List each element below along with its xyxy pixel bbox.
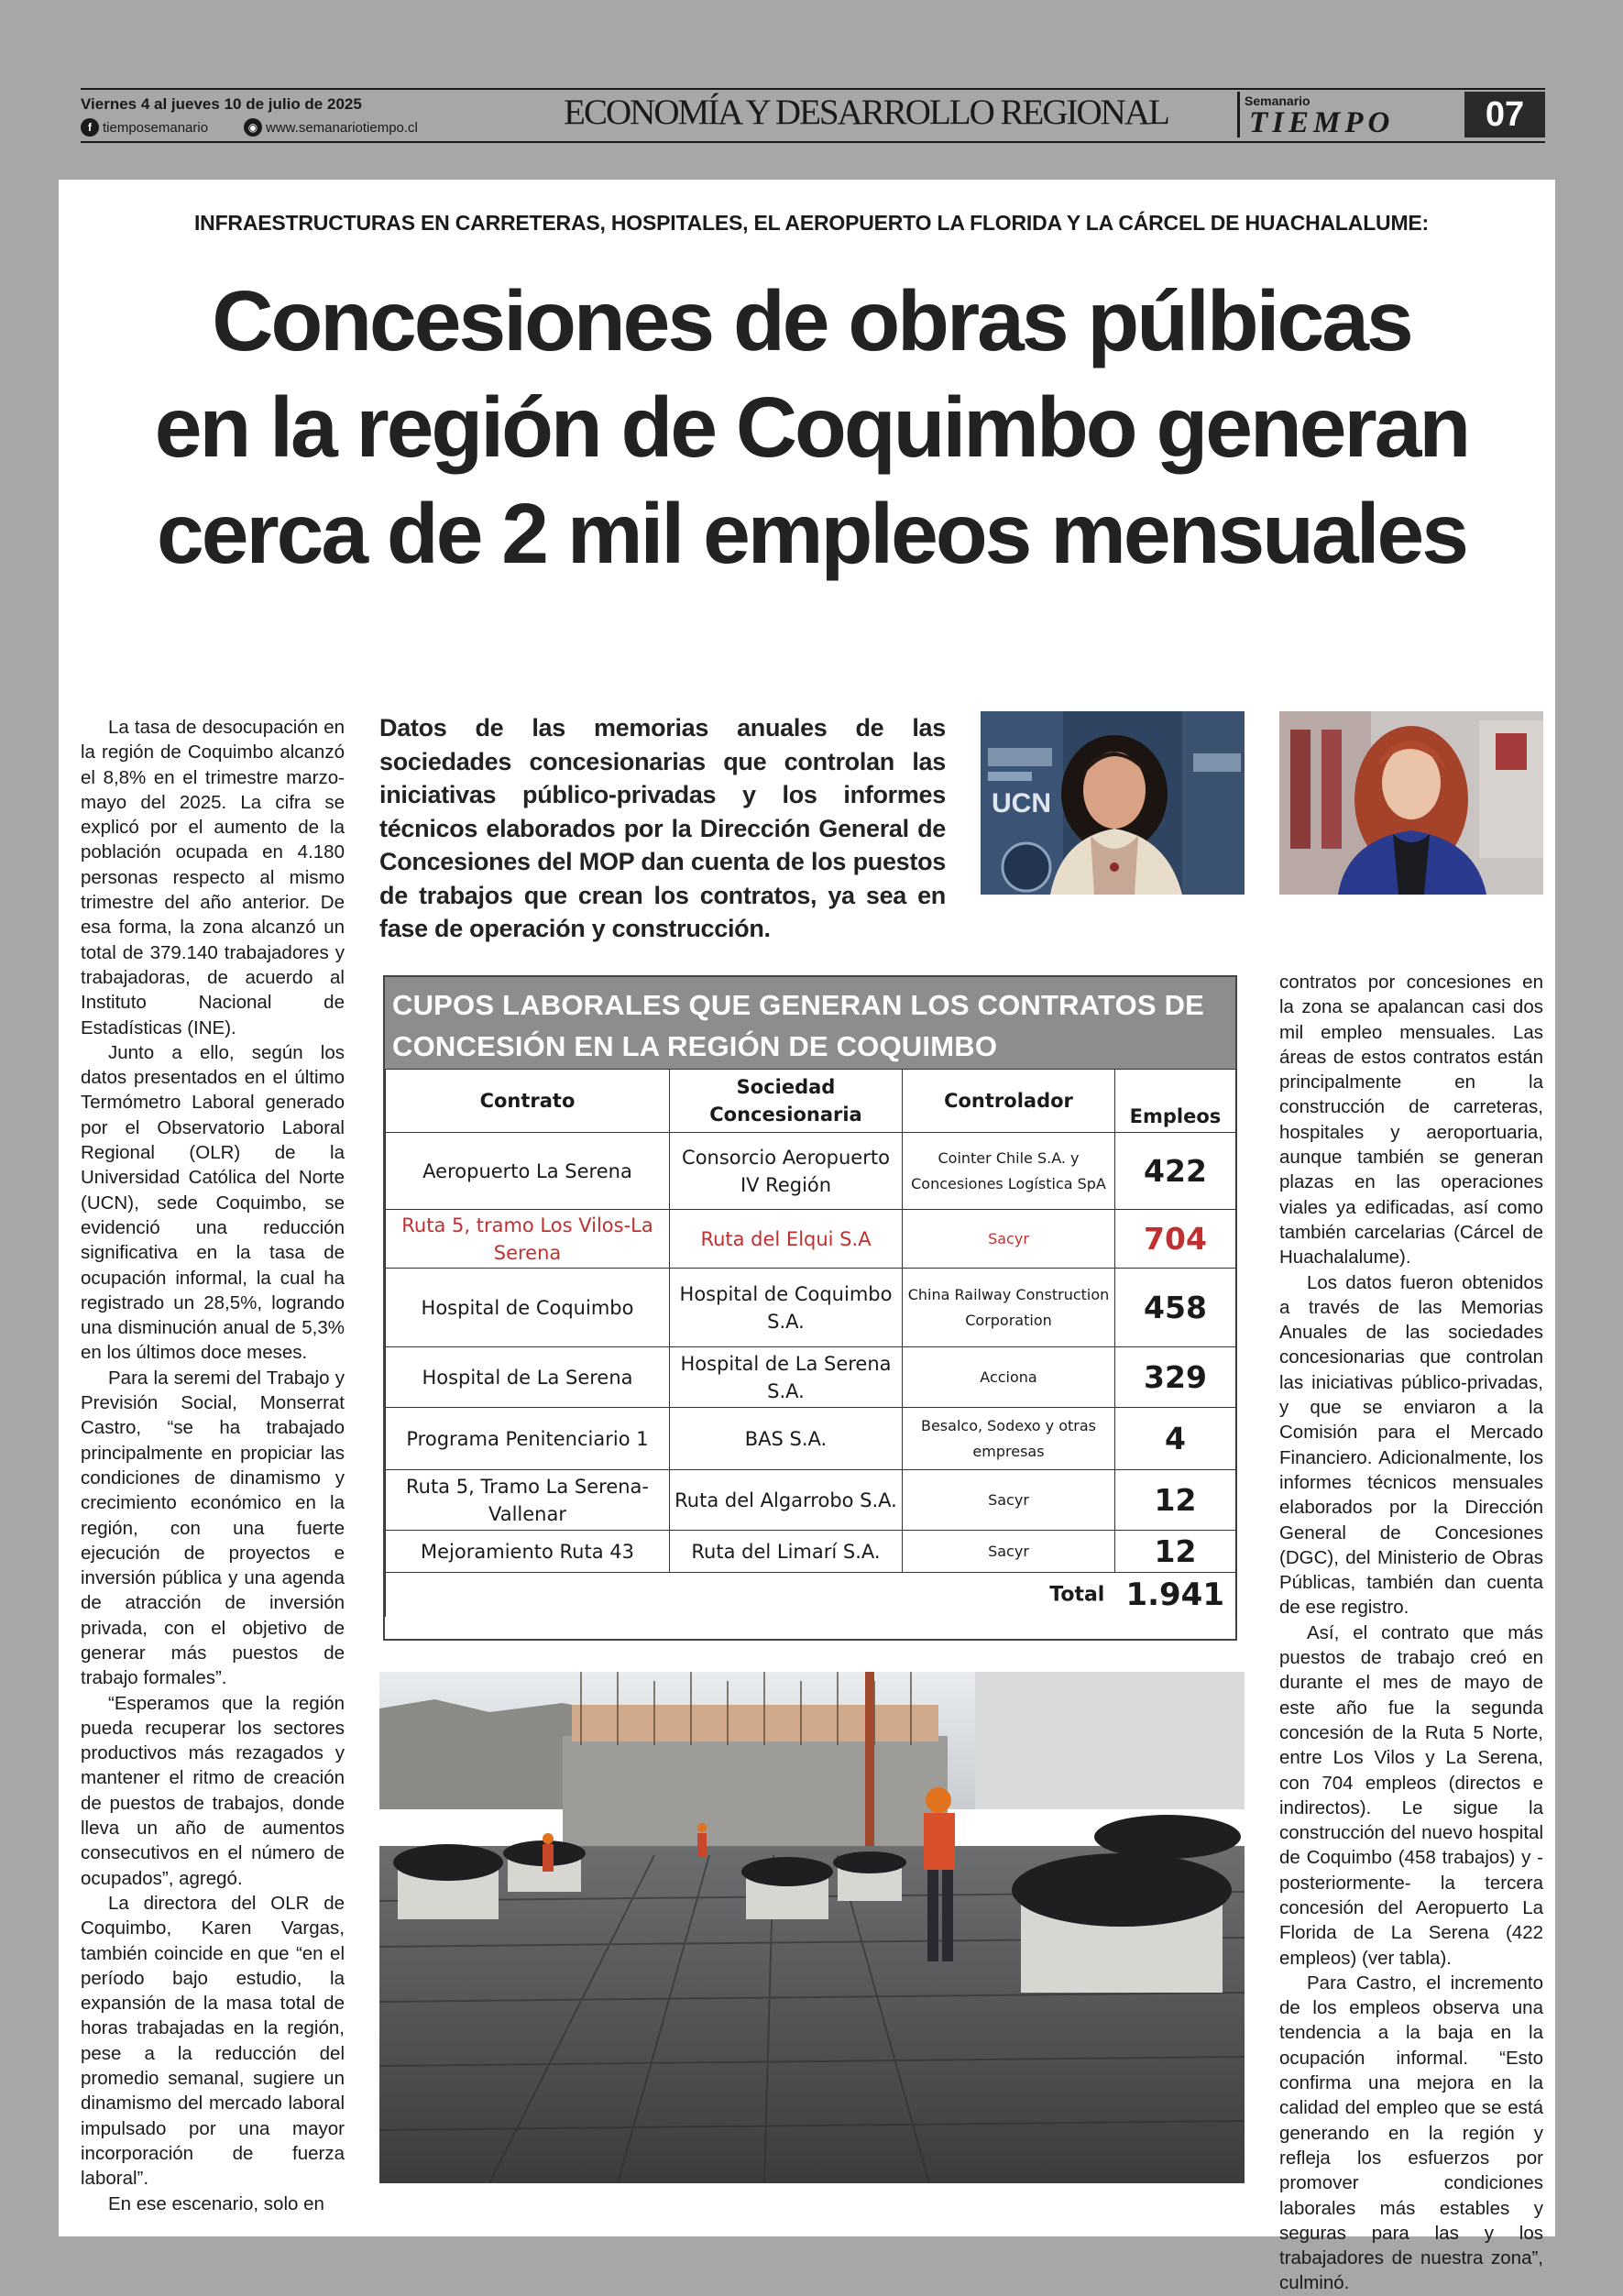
cell-empleos: 12 <box>1115 1470 1236 1531</box>
table-row <box>386 1133 1236 1210</box>
column-header-contrato: Contrato <box>386 1070 670 1133</box>
photo-illustration <box>981 711 1245 895</box>
paragraph: Los datos fueron obtenidos a través de las Memorias Anuales de las sociedades concesionarias que controlan las iniciativas público-privadas, y que se enviaron a la Comisión para el Mercado Financiero. Adicionalmente, los informes técnicos mensuales elaborados por la Dirección General de Concesiones (DGC), del Ministerio de Obras Públicas, también dan cuenta de ese registro. <box>1279 1271 1543 1619</box>
headline-line: Concesiones de obras púlbicas <box>212 273 1411 368</box>
cell-sociedad: Consorcio Aeropuerto IV Región <box>670 1133 903 1210</box>
table-row-highlighted <box>386 1210 1236 1269</box>
right-column <box>1279 970 1543 2296</box>
cell-contrato: Aeropuerto La Serena <box>386 1133 670 1210</box>
photo-illustration <box>1279 711 1543 895</box>
facebook-icon: f <box>81 118 99 137</box>
paragraph: contratos por concesiones en la zona se apalancan casi dos mil empleo mensuales. Las áreas de estos contratos están principalmente en la construcción de carreteras, hospitales y aeroportuaria, aunque también se generan plazas en las operaciones viales ya edificadas, así como también carcelarias (Cárcel de Huachalalume). <box>1279 972 1543 1269</box>
cell-contrato: Mejoramiento Ruta 43 <box>386 1531 670 1573</box>
column-header-empleos: Empleos <box>1115 1070 1236 1133</box>
table-row <box>386 1269 1236 1347</box>
cell-sociedad: Ruta del Algarrobo S.A. <box>670 1470 903 1531</box>
photo-monserrat-castro <box>981 711 1245 895</box>
paragraph: Para la seremi del Trabajo y Previsión Social, Monserrat Castro, “se ha trabajado principalmente en propiciar las condiciones de dinamismo y crecimiento económico en la región, con una fuerte ejecución de proyectos e inversión pública y una agenda de atracción de inversión privada, con el objetivo de generar más puestos de trabajo formales”. <box>81 1367 345 1689</box>
globe-icon: ◉ <box>244 118 262 137</box>
table-row <box>386 1531 1236 1573</box>
facebook-handle-text: tiemposemanario <box>103 119 209 136</box>
left-column <box>81 715 345 2216</box>
construction-site-photo <box>379 1672 1245 2183</box>
cell-controlador: Cointer Chile S.A. y Concesiones Logística SpA <box>903 1133 1115 1210</box>
cell-contrato: Programa Penitenciario 1 <box>386 1408 670 1470</box>
table-row <box>386 1408 1236 1470</box>
cell-empleos: 422 <box>1115 1133 1236 1210</box>
section-title: ECONOMÍA Y DESARROLLO REGIONAL <box>564 93 1168 132</box>
photo-karen-vargas <box>1279 711 1543 895</box>
cell-controlador: China Railway Construction Corporation <box>903 1269 1115 1347</box>
table-title-line: CUPOS LABORALES QUE GENERAN LOS CONTRATOS DE <box>392 989 1205 1021</box>
cell-empleos: 329 <box>1115 1347 1236 1408</box>
table-title <box>385 977 1235 1069</box>
website-text: www.semanariotiempo.cl <box>266 119 418 136</box>
article-kicker: INFRAESTRUCTURAS EN CARRETERAS, HOSPITALES, EL AEROPUERTO LA FLORIDA Y LA CÁRCEL DE HUACHALALUME: <box>193 211 1430 235</box>
paragraph: “Esperamos que la región pueda recuperar los sectores productivos más rezagados y mantener el ritmo de creación de puestos de trabajos, donde lleva un año de aumentos consecutivos en el número de ocupados”, agregó. <box>81 1692 345 1889</box>
issue-date: Viernes 4 al jueves 10 de julio de 2025 <box>81 95 362 113</box>
cell-empleos: 4 <box>1115 1408 1236 1470</box>
page-header <box>81 88 1545 145</box>
facebook-handle <box>81 118 208 137</box>
paragraph: En ese escenario, solo en <box>108 2192 324 2214</box>
total-value: 1.941 <box>1125 1576 1224 1613</box>
paragraph: Para Castro, el incremento de los empleos observa una tendencia a la baja en la ocupación informal. “Esto confirma una mejora en la calidad del empleo que se está generando en la región y refleja los esfuerzos por promover condiciones laborales más estables y seguras para las y los trabajadores de nuestra zona”, culminó. <box>1279 1972 1543 2294</box>
paragraph: Así, el contrato que más puestos de trabajo creó en durante el mes de mayo de este año fue la segunda concesión de la Ruta 5 Norte, entre Los Vilos y La Serena, con 704 empleos (directos e indirectos). Le sigue la construcción del nuevo hospital de Coquimbo (458 trabajos) y -posteriormente- la tercera concesión del Aeropuerto La Florida de La Serena (422 empleos) (ver tabla). <box>1279 1621 1543 1969</box>
paragraph: La directora del OLR de Coquimbo, Karen Vargas, también coincide en que “en el período bajo estudio, la expansión de la masa total de horas trabajadas en la región, pese a la reducción del promedio semanal, sugiere un dinamismo del mercado laboral impulsado por una mayor incorporación de fuerza laboral”. <box>81 1892 345 2190</box>
cell-empleos: 704 <box>1115 1210 1236 1269</box>
cell-sociedad: Hospital de La Serena S.A. <box>670 1347 903 1408</box>
cell-contrato: Ruta 5, Tramo La Serena-Vallenar <box>386 1470 670 1531</box>
cell-contrato: Ruta 5, tramo Los Vilos-La Serena <box>386 1210 670 1269</box>
data-table <box>385 1069 1236 1617</box>
cell-sociedad: BAS S.A. <box>670 1408 903 1470</box>
paragraph: Junto a ello, según los datos presentados en el último Termómetro Laboral generado por el Observatorio Laboral Regional (OLR) de la Universidad Católica del Norte (UCN), sede Coquimbo, se evidenció una reducción significativa en la tasa de ocupación informal, la cual ha registrado un 28,5%, logrando una disminución anual de 5,3% en los últimos doce meses. <box>81 1041 345 1364</box>
headline-line: cerca de 2 mil empleos mensuales <box>157 486 1466 581</box>
total-label: Total <box>1049 1583 1105 1607</box>
brand-subtitle: Semanario <box>1245 93 1310 108</box>
brand-logo: TIEMPO <box>1249 106 1395 139</box>
cell-sociedad: Hospital de Coquimbo S.A. <box>670 1269 903 1347</box>
cell-controlador: Sacyr <box>903 1210 1115 1269</box>
header-bottom-rule <box>81 141 1545 143</box>
header-top-rule <box>81 88 1545 90</box>
cell-empleos: 12 <box>1115 1531 1236 1573</box>
cell-contrato: Hospital de La Serena <box>386 1347 670 1408</box>
column-header-sociedad: Sociedad Concesionaria <box>670 1070 903 1133</box>
column-header-controlador: Controlador <box>903 1070 1115 1133</box>
cell-controlador: Sacyr <box>903 1470 1115 1531</box>
article-lead: Datos de las memorias anuales de las sociedades concesionarias que controlan las iniciativas público-privadas y los informes técnicos elaborados por la Dirección General de Concesiones del MOP dan cuenta de los puestos de trabajos que crean los contratos, ya sea en fase de operación y construcción. <box>379 714 946 942</box>
headline-line: en la región de Coquimbo generan <box>154 379 1469 475</box>
cell-sociedad: Ruta del Elqui S.A <box>670 1210 903 1269</box>
cell-controlador: Acciona <box>903 1347 1115 1408</box>
paragraph: La tasa de desocupación en la región de Coquimbo alcanzó el 8,8% en el trimestre marzo-mayo del 2025. La cifra se explicó por el aumento de la población ocupada en 4.180 personas respecto al mismo trimestre del año anterior. De esa forma, la zona alcanzó un total de 379.140 trabajadores y trabajadoras, de acuerdo al Instituto Nacional de Estadísticas (INE). <box>81 717 345 1038</box>
cell-controlador: Sacyr <box>903 1531 1115 1573</box>
photo-illustration <box>379 1672 1245 2183</box>
page-number: 07 <box>1464 92 1545 137</box>
total-cell <box>386 1573 1236 1618</box>
table-total-row <box>386 1573 1236 1618</box>
article-headline <box>0 268 1623 587</box>
employment-table <box>383 975 1237 1641</box>
table-row <box>386 1470 1236 1531</box>
cell-controlador: Besalco, Sodexo y otras empresas <box>903 1408 1115 1470</box>
cell-contrato: Hospital de Coquimbo <box>386 1269 670 1347</box>
cell-empleos: 458 <box>1115 1269 1236 1347</box>
table-title-line: CONCESIÓN EN LA REGIÓN DE COQUIMBO <box>392 1030 998 1062</box>
backdrop-logo-text: UCN <box>992 788 1051 818</box>
table-row <box>386 1347 1236 1408</box>
website-link[interactable] <box>244 118 418 137</box>
cell-sociedad: Ruta del Limarí S.A. <box>670 1531 903 1573</box>
table-header-row <box>386 1070 1236 1133</box>
